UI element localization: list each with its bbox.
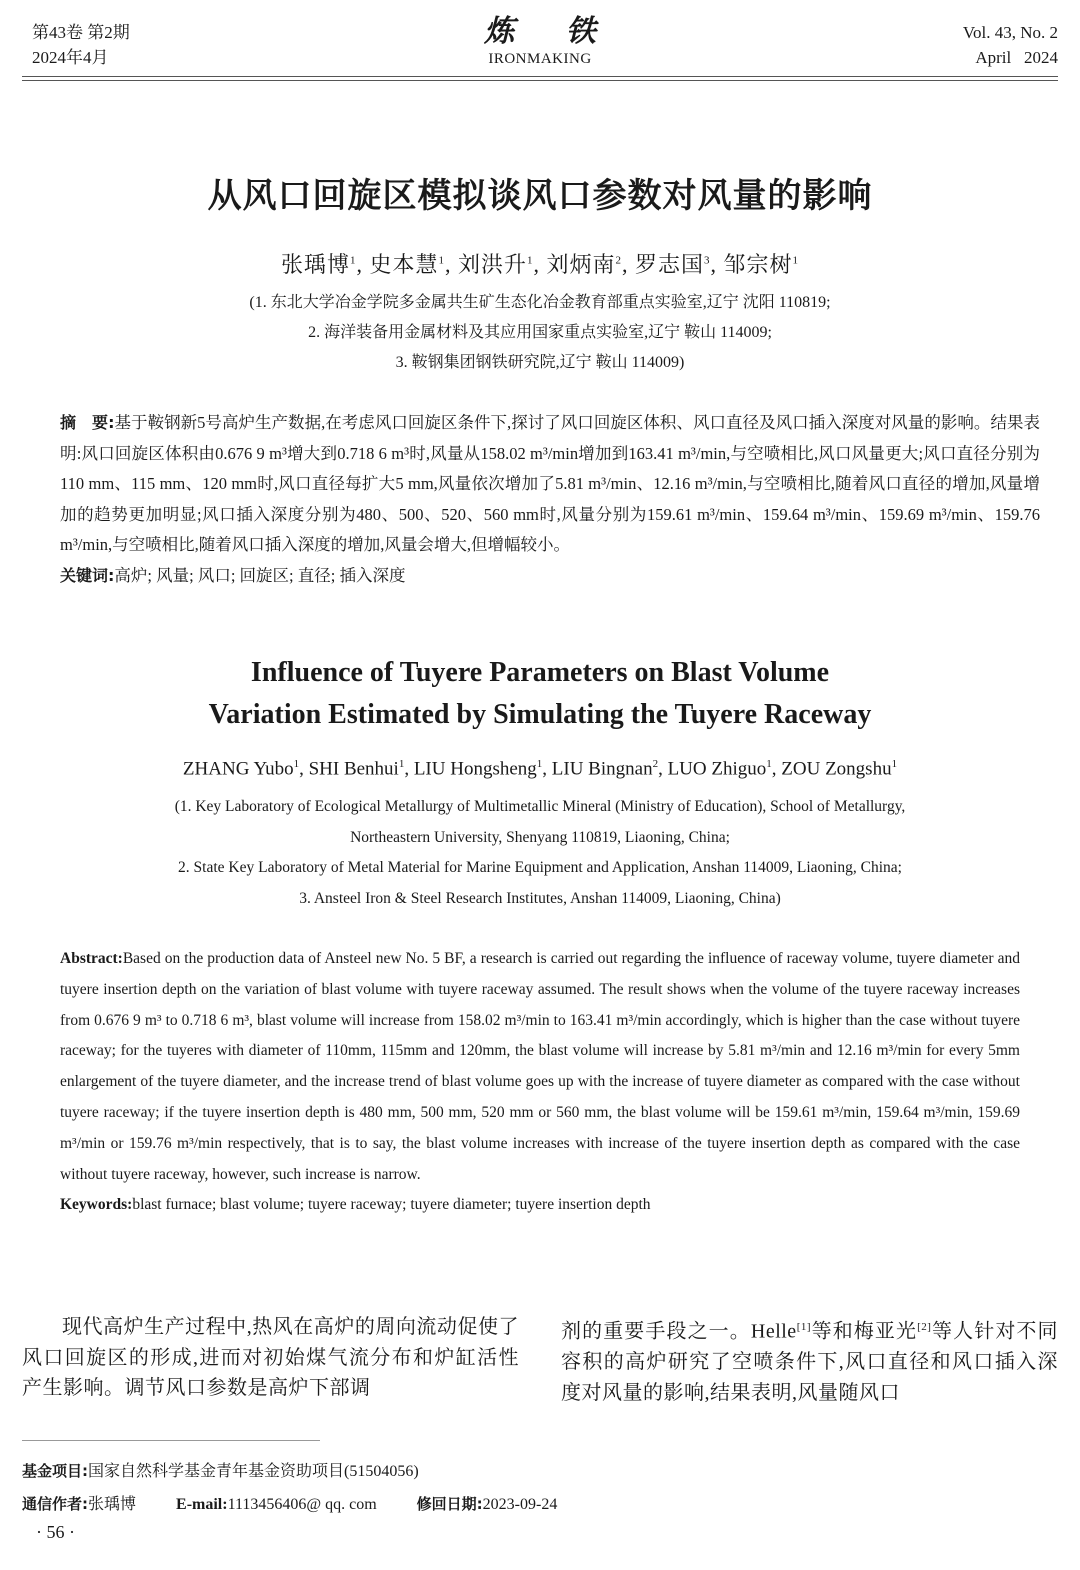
affiliation-mark: 1 — [766, 758, 772, 770]
title-en-line-2: Variation Estimated by Simulating the Tuyere Raceway — [208, 699, 872, 730]
keywords-cn — [60, 561, 1040, 592]
author: ZOU Zongshu — [781, 758, 892, 780]
footnote-divider — [22, 1440, 320, 1441]
revised-date: 2023-09-24 — [482, 1496, 558, 1513]
affiliation-mark: 1 — [792, 254, 800, 267]
correspondence-note — [22, 1488, 557, 1521]
affiliation-mark: 1 — [891, 758, 898, 770]
affiliation-mark: 3 — [704, 254, 711, 267]
keywords-cn-label: 关键词: — [60, 565, 115, 585]
issue-info-en — [963, 20, 1058, 70]
abstract-cn-label: 摘 要: — [60, 413, 115, 432]
body-text-segment: 等和梅亚光 — [811, 1320, 918, 1343]
funding-note — [22, 1455, 557, 1488]
affiliation-mark: 1 — [349, 254, 357, 267]
author: 张瑀博 — [280, 252, 350, 277]
email-label: E-mail: — [176, 1496, 228, 1513]
revised-date-label: 修回日期: — [416, 1495, 483, 1513]
author: LIU Bingnan — [551, 758, 653, 780]
body-paragraph: 现代高炉生产过程中,热风在高炉的周向流动促使了风口回旋区的形成,进而对初始煤气流分布和炉缸活性产生影响。调节风口参数是高炉下部调 — [22, 1316, 519, 1399]
abstract-en-paragraph — [60, 944, 1020, 1190]
volume-issue-cn: 第43卷 第2期 — [32, 23, 130, 42]
body-text — [22, 1312, 1058, 1408]
abstract-en-label: Abstract: — [60, 950, 123, 967]
author: 刘炳南 — [546, 252, 616, 277]
funding-label: 基金项目: — [22, 1462, 88, 1480]
abstract-en — [60, 944, 1020, 1221]
corresponding-author: 张瑀博 — [88, 1496, 137, 1513]
author: LIU Hongsheng — [413, 758, 537, 780]
author: SHI Benhui — [308, 758, 399, 780]
affiliation-mark: 1 — [293, 758, 300, 770]
funding-text: 国家自然科学基金青年基金资助项目(51504056) — [88, 1463, 419, 1480]
corresponding-author-label: 通信作者: — [22, 1495, 88, 1513]
header-divider — [22, 76, 1058, 81]
footnotes — [22, 1455, 557, 1521]
affiliation-line: (1. 东北大学冶金学院多金属共生矿生态化冶金教育部重点实验室,辽宁 沈阳 110819; — [249, 294, 831, 311]
body-paragraph — [561, 1312, 1058, 1408]
abstract-en-text: Based on the production data of Ansteel new No. 5 BF, a research is carried out regarding the influence of raceway volume, tuyere diameter and tuyere insertion depth on the variation of blast volume with tuyere raceway assumed. The result shows when the volume of the tuyere raceway increases from 0.676 9 m³ to 0.718 6 m³, blast volume will increase from 158.02 m³/min to 163.41 m³/min accordingly, which is higher than the case without tuyere raceway; for the tuyeres with diameter of 110mm, 115mm and 120mm, the blast volume will increase by 5.81 m³/min and 12.16 m³/min for every 5mm enlargement of the tuyere diameter, and the increase trend of blast volume goes up with the increase of tuyere diameter as compared with the case without tuyere raceway; if the tuyere insertion depth is 480 mm, 500 mm, 520 mm or 560 mm, the blast volume will be 159.61 m³/min, 159.64 m³/min, 159.69 m³/min or 159.76 m³/min respectively, that is to say, the blast volume increases with increase of the tuyere insertion depth as compared with the case without tuyere raceway, however, such increase is narrow. — [60, 950, 1020, 1183]
keywords-en-text: blast furnace; blast volume; tuyere raceway; tuyere diameter; tuyere insertion depth — [132, 1196, 651, 1214]
author: 邹宗树 — [723, 252, 793, 277]
affiliations-en — [70, 792, 1010, 914]
body-text-segment: 剂的重要手段之一。Helle — [561, 1320, 797, 1343]
date-cn: 2024年4月 — [32, 48, 109, 67]
title-en-line-1: Influence of Tuyere Parameters on Blast Volume — [250, 657, 830, 688]
abstract-cn — [60, 408, 1040, 591]
journal-logo — [22, 14, 1058, 68]
citation-link[interactable]: [2] — [917, 1321, 932, 1333]
paper-title-cn: 从风口回旋区模拟谈风口参数对风量的影响 — [207, 178, 873, 215]
body-text-segment: 等人针对不同容积的高炉研究了空喷条件下,风口直径和风口插入深度对风量的影响,结果表明,风量随风口 — [561, 1320, 1059, 1404]
affiliation-line: 3. 鞍钢集团钢铁研究院,辽宁 鞍山 114009) — [395, 354, 685, 371]
page-number: · 56 · — [36, 1522, 75, 1542]
keywords-cn-text: 高炉; 风量; 风口; 回旋区; 直径; 插入深度 — [114, 565, 406, 585]
running-header — [22, 14, 1058, 76]
journal-name-en: IRONMAKING — [488, 51, 592, 67]
volume-issue-en: Vol. 43, No. 2 — [962, 23, 1058, 42]
affiliation-mark: 1 — [398, 758, 405, 770]
affiliation-line: 3. Ansteel Iron & Steel Research Institutes, Anshan 114009, Liaoning, China) — [299, 889, 781, 907]
affiliations-cn — [0, 288, 1080, 378]
affiliation-line: Northeastern University, Shenyang 110819, Liaoning, China; — [350, 828, 730, 846]
body-column-left — [22, 1312, 519, 1408]
body-column-right — [561, 1312, 1058, 1408]
author: 罗志国 — [635, 252, 705, 277]
paper-title-en — [0, 652, 1080, 736]
journal-name-cn: 炼 铁 — [484, 15, 618, 48]
author-list-cn: 张瑀博$^1$, 史本慧$^1$, 刘洪升$^1$, 刘炳南$^2$, 罗志国$^3$, 邹宗树$^1$ — [280, 252, 800, 277]
keywords-en — [60, 1190, 1020, 1221]
affiliation-mark: 2 — [615, 254, 623, 267]
citation-link[interactable]: [1] — [796, 1321, 812, 1333]
email-address[interactable]: 1113456406@ qq. com — [227, 1496, 377, 1513]
affiliation-mark: 2 — [652, 758, 659, 770]
author-list-en: ZHANG Yubo$^1$, SHI Benhui$^1$, LIU Hongsheng$^1$, LIU Bingnan$^2$, LUO Zhiguo$^1$, ZOU Zongshu$^1$ — [182, 758, 898, 780]
affiliation-mark: 1 — [438, 254, 445, 267]
affiliation-line: 2. 海洋装备用金属材料及其应用国家重点实验室,辽宁 鞍山 114009; — [308, 324, 772, 341]
abstract-cn-text: 基于鞍钢新5号高炉生产数据,在考虑风口回旋区条件下,探讨了风口回旋区体积、风口直径及风口插入深度对风量的影响。结果表明:风口回旋区体积由0.676 9 m³增大到0.718 6 m³时,风量从158.02 m³/min增加到163.41 m³/min,与空喷相比,风口风量更大;风口直径分别为110 mm、115 mm、120 mm时,风口直径每扩大5 mm,风量依次增加了5.81 m³/min、12.16 m³/min,与空喷相比,随着风口直径的增加,风量增加的趋势更加明显;风口插入深度分别为480、500、520、560 mm时,风量分别为159.61 m³/min、159.64 m³/min、159.69 m³/min、159.76 m³/min,与空喷相比,随着风口插入深度的增加,风量会增大,但增幅较小。 — [60, 413, 1040, 554]
keywords-en-label: Keywords: — [60, 1196, 133, 1214]
author: 史本慧 — [369, 252, 439, 277]
abstract-cn-paragraph — [60, 408, 1040, 561]
affiliation-mark: 1 — [536, 758, 543, 770]
author: ZHANG Yubo — [182, 758, 294, 780]
affiliation-mark: 1 — [527, 254, 534, 267]
affiliation-line: 2. State Key Laboratory of Metal Material for Marine Equipment and Application, Anshan 114009, Liaoning, China; — [178, 859, 902, 876]
author: LUO Zhiguo — [667, 758, 767, 780]
date-en: April 2024 — [975, 48, 1058, 67]
affiliation-line: (1. Key Laboratory of Ecological Metallurgy of Multimetallic Mineral (Ministry of Education), School of Metallurgy, — [174, 798, 906, 815]
author: 刘洪升 — [457, 252, 527, 277]
